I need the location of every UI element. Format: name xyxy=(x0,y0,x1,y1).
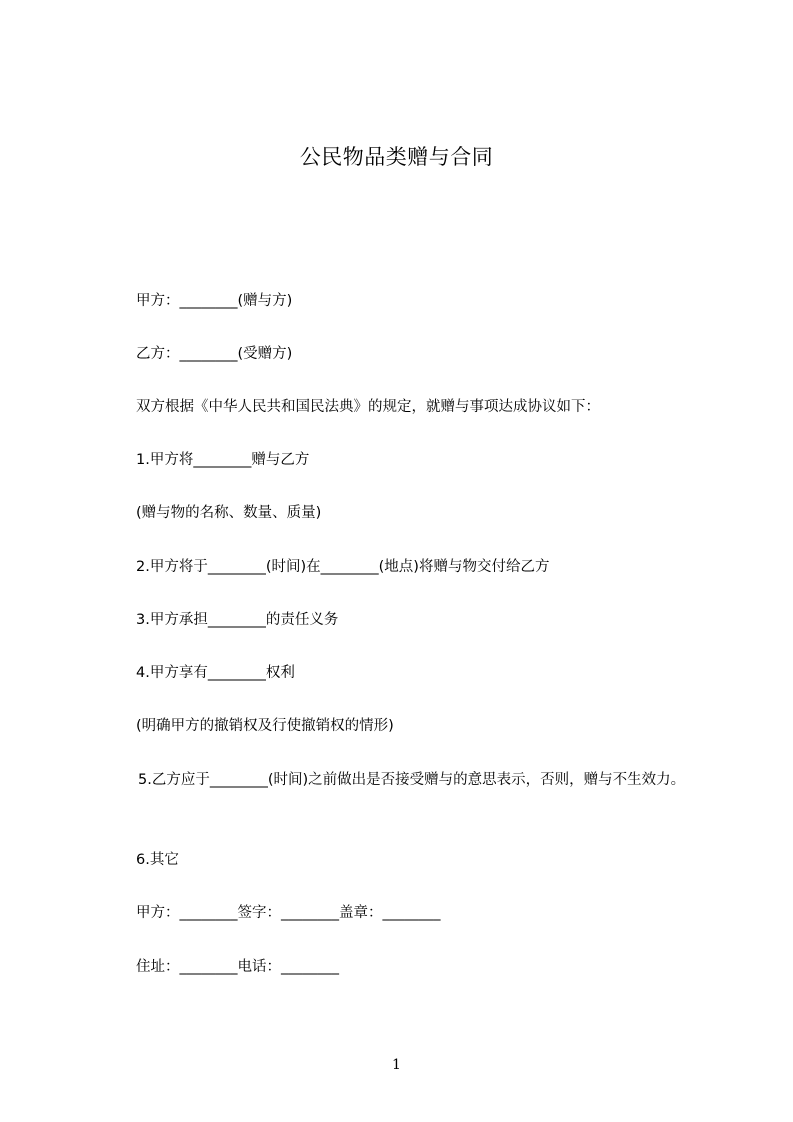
clause-3-line: 3.甲方承担________的责任义务 xyxy=(136,612,339,628)
clause-4-line: 4.甲方享有________权利 xyxy=(136,665,295,681)
clause-1-line: 1.甲方将________赠与乙方 xyxy=(136,452,310,468)
address-phone-line: 住址：________电话：________ xyxy=(136,959,339,975)
party-a-line: 甲方：________(赠与方) xyxy=(136,293,293,309)
clause-1-note: (赠与物的名称、数量、质量) xyxy=(136,505,322,521)
document-title: 公民物品类赠与合同 xyxy=(299,145,494,169)
signature-line: 甲方：________签字：________盖章：________ xyxy=(136,905,441,921)
page-number: 1 xyxy=(392,1057,401,1073)
preamble-line: 双方根据《中华人民共和国民法典》的规定，就赠与事项达成协议如下： xyxy=(136,399,600,415)
clause-4-note: (明确甲方的撤销权及行使撤销权的情形) xyxy=(136,718,394,734)
clause-5-paragraph: 5.乙方应于________(时间)之前做出是否接受赠与的意思表示，否则，赠与不生效力。 xyxy=(138,772,686,788)
clause-2-line: 2.甲方将于________(时间)在________(地点)将赠与物交付给乙方 xyxy=(136,559,550,575)
clause-6-line: 6.其它 xyxy=(136,852,179,868)
party-b-line: 乙方：________(受赠方) xyxy=(136,346,293,362)
